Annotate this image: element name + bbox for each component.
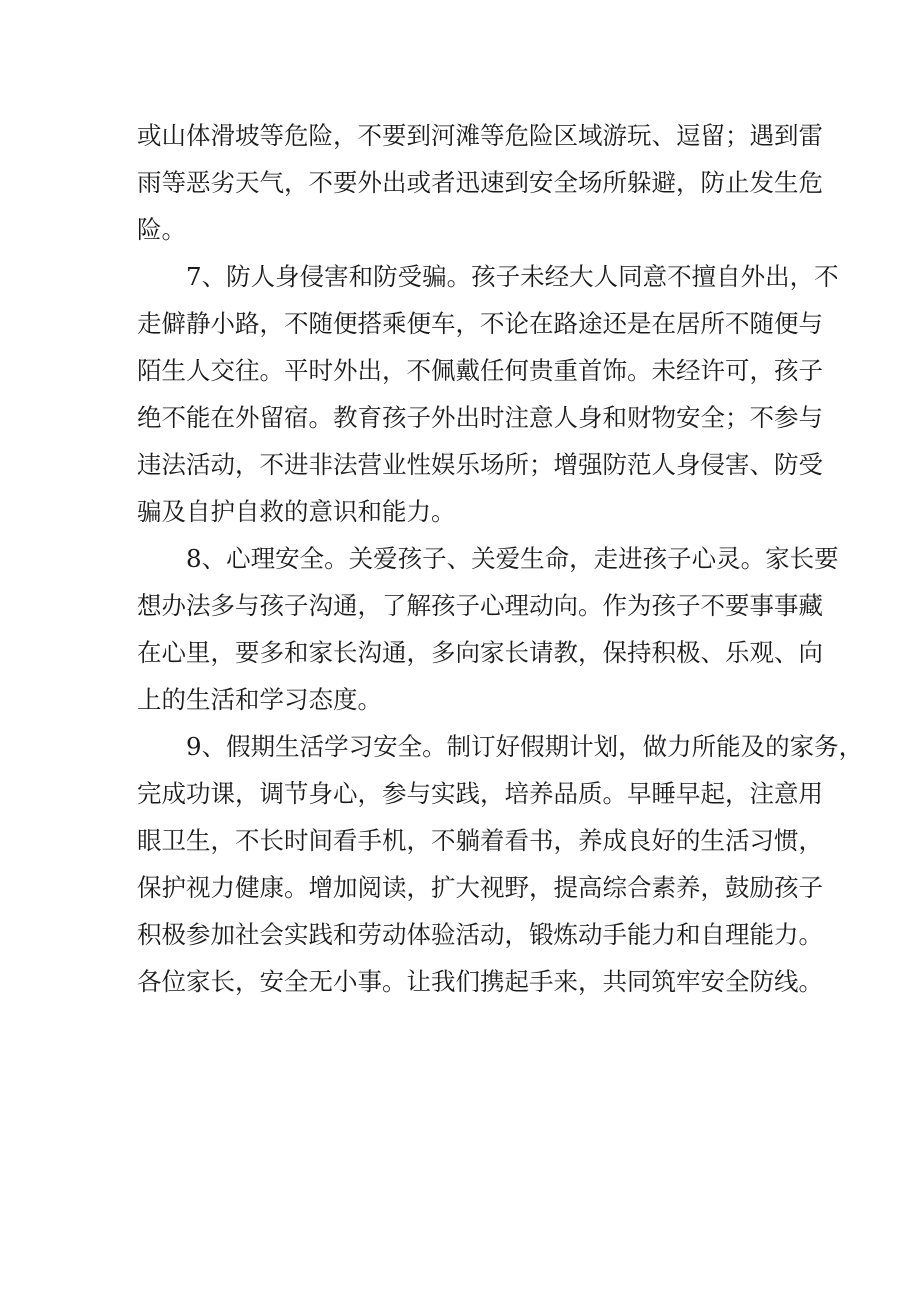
text-line: 在心里，要多和家长沟通，多向家长请教，保持积极、乐观、向 [137,638,823,667]
document-body [137,112,864,1005]
text-line: 想办法多与孩子沟通，了解孩子心理动向。作为孩子不要事事藏 [137,591,823,620]
text-line: 骗及自护自救的意识和能力。 [137,497,456,526]
text-line: 保护视力健康。增加阅读，扩大视野，提高综合素养，鼓励孩子 [137,873,823,902]
paragraph-item-9 [137,723,864,1005]
text-line: 上的生活和学习态度。 [137,685,382,714]
text-line: 积极参加社会实践和劳动体验活动，锻炼动手能力和自理能力。 [137,920,823,949]
paragraph-item-7 [137,253,839,535]
text-line: 9、假期生活学习安全。制订好假期计划，做力所能及的家务， [186,732,864,761]
paragraph-continued [137,112,823,253]
text-line: 险。 [137,215,186,244]
text-line: 各位家长，安全无小事。让我们携起手来，共同筑牢安全防线。 [137,967,823,996]
text-line: 陌生人交往。平时外出，不佩戴任何贵重首饰。未经许可，孩子 [137,356,823,385]
text-line: 雨等恶劣天气，不要外出或者迅速到安全场所躲避，防止发生危 [137,168,823,197]
text-line: 完成功课，调节身心，参与实践，培养品质。早睡早起，注意用 [137,779,823,808]
text-line: 绝不能在外留宿。教育孩子外出时注意人身和财物安全；不参与 [137,403,823,432]
text-line: 或山体滑坡等危险，不要到河滩等危险区域游玩、逗留；遇到雷 [137,121,823,150]
text-line: 走僻静小路，不随便搭乘便车，不论在路途还是在居所不随便与 [137,309,823,338]
text-line: 眼卫生，不长时间看手机，不躺着看书，养成良好的生活习惯， [137,826,823,855]
paragraph-item-8 [137,535,839,723]
text-line: 违法活动，不进非法营业性娱乐场所；增强防范人身侵害、防受 [137,450,823,479]
text-line: 7、防人身侵害和防受骗。孩子未经大人同意不擅自外出，不 [186,262,839,291]
text-line: 8、心理安全。关爱孩子、关爱生命，走进孩子心灵。家长要 [186,544,839,573]
